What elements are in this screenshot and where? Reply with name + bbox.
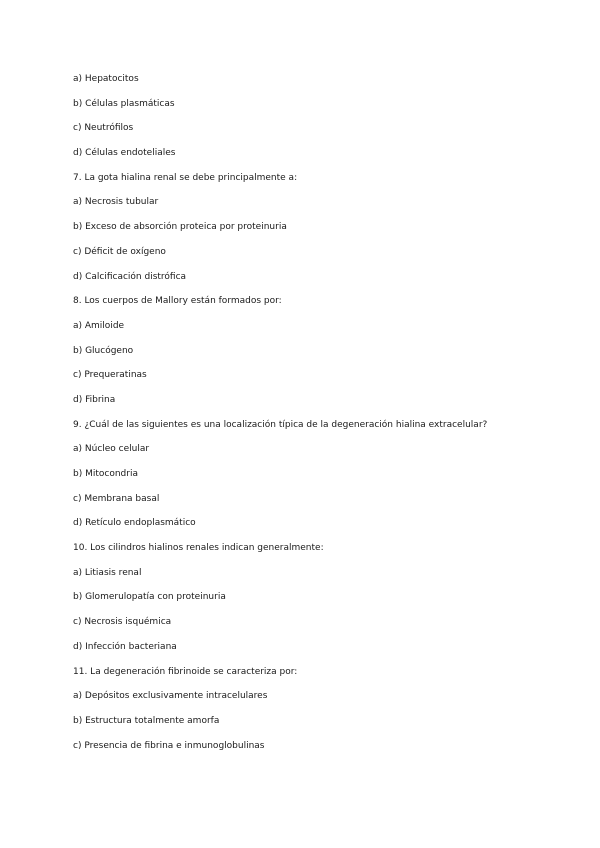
answer-option: a) Necrosis tubular bbox=[73, 197, 159, 208]
answer-option: b) Exceso de absorción proteica por proteinuria bbox=[73, 222, 287, 233]
answer-option: c) Déficit de oxígeno bbox=[73, 246, 166, 257]
answer-option: c) Presencia de fibrina e inmunoglobulinas bbox=[73, 740, 265, 751]
answer-option: b) Estructura totalmente amorfa bbox=[73, 715, 220, 726]
answer-option: d) Células endoteliales bbox=[73, 148, 176, 159]
answer-option: a) Núcleo celular bbox=[73, 444, 150, 455]
answer-option: a) Amiloide bbox=[73, 320, 125, 331]
answer-option: b) Glucógeno bbox=[73, 345, 134, 356]
answer-option: c) Membrana basal bbox=[73, 493, 160, 504]
answer-option: b) Mitocondria bbox=[73, 469, 138, 479]
question-text: 10. Los cilindros hialinos renales indican generalmente: bbox=[73, 543, 324, 554]
answer-option: c) Necrosis isquémica bbox=[73, 617, 172, 628]
question-list bbox=[73, 73, 573, 764]
answer-option: b) Células plasmáticas bbox=[73, 98, 175, 109]
answer-option: b) Glomerulopatía con proteinuria bbox=[73, 592, 226, 603]
answer-option: a) Hepatocitos bbox=[73, 74, 139, 84]
answer-option: a) Depósitos exclusivamente intracelulares bbox=[73, 691, 268, 702]
question-text: 9. ¿Cuál de las siguientes es una localización típica de la degeneración hialina extracelular? bbox=[73, 419, 488, 430]
question-text: 11. La degeneración fibrinoide se caracteriza por: bbox=[73, 666, 298, 677]
question-text: 7. La gota hialina renal se debe principalmente a: bbox=[73, 172, 298, 183]
answer-option: c) Prequeratinas bbox=[73, 370, 147, 381]
answer-option: c) Neutrófilos bbox=[73, 123, 134, 134]
answer-option: a) Litiasis renal bbox=[73, 567, 142, 578]
question-text: 8. Los cuerpos de Mallory están formados por: bbox=[73, 296, 282, 307]
answer-option: d) Calcificación distrófica bbox=[73, 271, 187, 282]
answer-option: d) Retículo endoplasmático bbox=[73, 518, 196, 529]
answer-option: d) Fibrina bbox=[73, 394, 116, 405]
answer-option: d) Infección bacteriana bbox=[73, 641, 177, 652]
